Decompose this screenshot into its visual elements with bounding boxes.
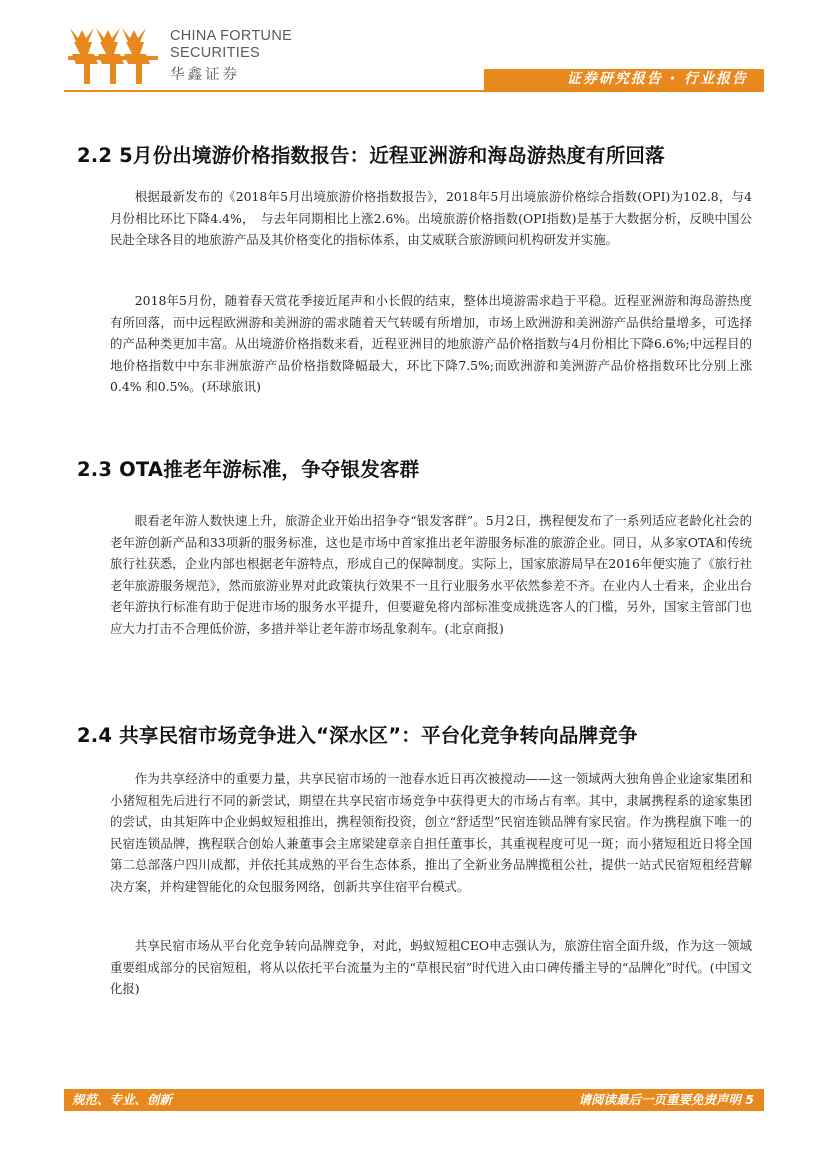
section-paragraph: 根据最新发布的《2018年5月出境旅游价格指数报告》，2018年5月出境旅游价格综合指数(OPI)为102.8，与4月份相比环比下降4.4%， 与去年同期相比上涨2.6%。出境旅游价格指数(OPI指数)是基于大数据分析，反映中国公民赴全球各目的地旅游产品及其价格变化的指标体系，由艾威联合旅游顾问机构研发并实施。 bbox=[110, 189, 752, 247]
section-heading: 2.2 5月份出境游价格指数报告：近程亚洲游和海岛游热度有所回落 bbox=[77, 144, 665, 167]
logo-english-name bbox=[170, 28, 292, 62]
section-2-3 bbox=[77, 454, 761, 482]
logo-en-line1: CHINA FORTUNE bbox=[170, 28, 293, 44]
report-category-banner: 证券研究报告 · 行业报告 bbox=[484, 69, 764, 90]
logo-en-line2: SECURITIES bbox=[170, 45, 261, 61]
company-logo-icon bbox=[64, 24, 164, 88]
logo-chinese-name: 华鑫证券 bbox=[170, 67, 240, 83]
section-paragraph: 作为共享经济中的重要力量，共享民宿市场的一池春水近日再次被搅动——这一领域两大独角兽企业途家集团和小猪短租先后进行不同的新尝试，期望在共享民宿市场竞争中获得更大的市场占有率。其中，隶属携程系的途家集团的尝试，由其矩阵中企业蚂蚁短租推出，携程领衔投资，创立“舒适型”民宿连锁品牌有家民宿。作为携程旗下唯一的民宿连锁品牌，携程联合创始人兼董事会主席梁建章亲自担任董事长，其重视程度可见一斑；而小猪短租近日将全国第二总部落户四川成都，并依托其成熟的平台生态体系，推出了全新业务品牌揽租公社，提供一站式民宿短租经营解决方案，并构建智能化的众包服务网络，创新共享住宿平台模式。 bbox=[110, 771, 752, 894]
header-divider bbox=[64, 90, 764, 92]
section-paragraph: 共享民宿市场从平台化竞争转向品牌竞争，对此，蚂蚁短租CEO申志强认为，旅游住宿全面升级，作为这一领域重要组成部分的民宿短租，将从以依托平台流量为主的“草根民宿”时代进入由口碑传播主导的“品牌化”时代。(中国文化报) bbox=[110, 938, 752, 996]
section-heading: 2.4 共享民宿市场竞争进入“深水区”：平台化竞争转向品牌竞争 bbox=[77, 724, 638, 747]
section-paragraph: 眼看老年游人数快速上升，旅游企业开始出招争夺“银发客群”。5月2日，携程便发布了一系列适应老龄化社会的老年游创新产品和33项新的服务标准，这也是市场中首家推出老年游服务标准的旅游企业。同日，从多家OTA和传统旅行社获悉，企业内部也根据老年游特点，形成自己的保障制度。实际上，国家旅游局早在2016年便实施了《旅行社老年旅游服务规范》，然而旅游业界对此政策执行效果不一且行业服务水平依然参差不齐。在业内人士看来，企业出台老年游执行标准有助于促进市场的服务水平提升，但要避免将内部标准变成挑选客人的门槛，另外，国家主管部门也应大力打击不合理低价游，多措并举让老年游市场乱象刹车。(北京商报) bbox=[110, 513, 752, 636]
section-2-4 bbox=[77, 720, 761, 748]
section-2-2 bbox=[77, 140, 761, 168]
section-paragraph: 2018年5月份，随着春天赏花季接近尾声和小长假的结束，整体出境游需求趋于平稳。近程亚洲游和海岛游热度有所回落，而中远程欧洲游和美洲游的需求随着天气转暖有所增加，市场上欧洲游和美洲游产品供给量增多，可选择的产品种类更加丰富。从出境游价格指数来看，近程亚洲目的地旅游产品价格指数与4月份相比下降6.6%;中远程目的地价格指数中中东非洲旅游产品价格指数降幅最大，环比下降7.5%;而欧洲游和美洲游产品价格指数环比分别上涨0.4% 和0.5%。(环球旅讯) bbox=[110, 293, 752, 394]
footer-disclaimer-page: 请阅读最后一页重要免责声明 5 bbox=[578, 1092, 754, 1107]
footer-bar bbox=[64, 1089, 764, 1111]
footer-slogan: 规范、专业、创新 bbox=[72, 1092, 173, 1107]
section-heading: 2.3 OTA推老年游标准，争夺银发客群 bbox=[77, 458, 420, 481]
